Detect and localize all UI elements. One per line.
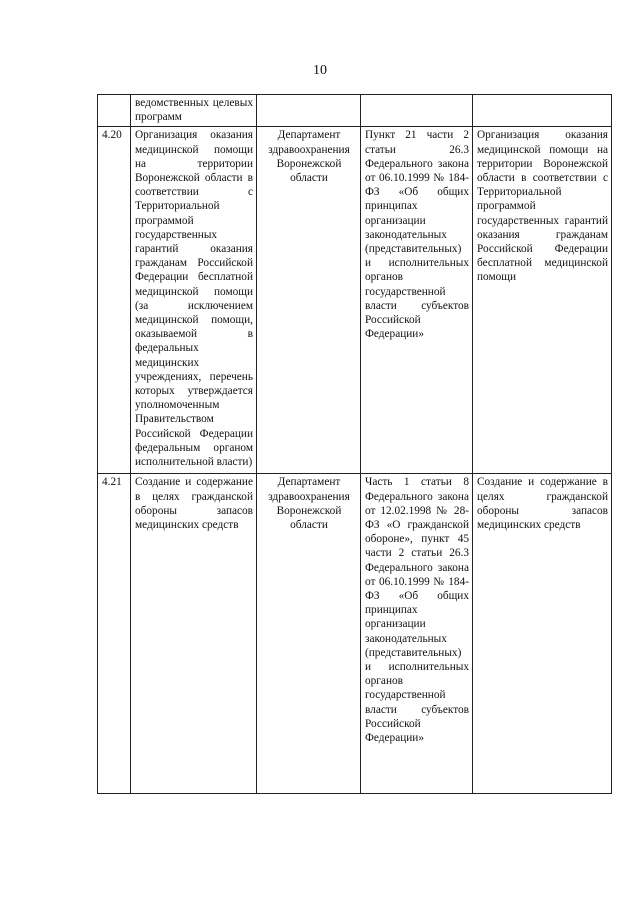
result-cell: Организация оказания медицинской помощи на территории Воронежской области в соответствии с Территориальной программой государственных гарантий оказания гражданам Российской Федерации бесплатной медицинской помощи	[473, 127, 612, 474]
measures-table	[97, 94, 612, 794]
row-number-cell: 4.20	[98, 127, 131, 474]
row-number-cell	[98, 95, 131, 127]
legal-basis-cell: Часть 1 статьи 8 Федерального закона от 12.02.1998 № 28-ФЗ «О гражданской обороне», пункт 45 части 2 статьи 26.3 Федерального закона от 06.10.1999 № 184-ФЗ «Об общих принципах организации законодательных (представительных) и исполнительных органов государственной власти субъектов Российской Федерации»	[361, 474, 473, 794]
measure-name-cell: ведомственных целевых программ	[131, 95, 257, 127]
row-number-cell: 4.21	[98, 474, 131, 794]
measure-name-cell: Создание и содержание в целях гражданской обороны запасов медицинских средств	[131, 474, 257, 794]
executor-cell: Департамент здравоохранения Воронежской области	[257, 474, 361, 794]
executor-cell: Департамент здравоохранения Воронежской области	[257, 127, 361, 474]
table-row	[98, 95, 612, 127]
table-row	[98, 127, 612, 474]
legal-basis-cell	[361, 95, 473, 127]
measure-name-cell: Организация оказания медицинской помощи на территории Воронежской области в соответствии с Территориальной программой государственных гарантий оказания гражданам Российской Федерации бесплатной медицинской помощи (за исключением медицинской помощи, оказываемой в федеральных медицинских учреждениях, перечень которых утверждается уполномоченным Правительством Российской Федерации федеральным органом исполнительной власти)	[131, 127, 257, 474]
result-cell	[473, 95, 612, 127]
page-number: 10	[313, 63, 327, 78]
legal-basis-cell: Пункт 21 части 2 статьи 26.3 Федерального закона от 06.10.1999 № 184-ФЗ «Об общих принципах организации законодательных (представительных) и исполнительных органов государственной власти субъектов Российской Федерации»	[361, 127, 473, 474]
table-row	[98, 474, 612, 794]
result-cell: Создание и содержание в целях гражданской обороны запасов медицинских средств	[473, 474, 612, 794]
executor-cell	[257, 95, 361, 127]
